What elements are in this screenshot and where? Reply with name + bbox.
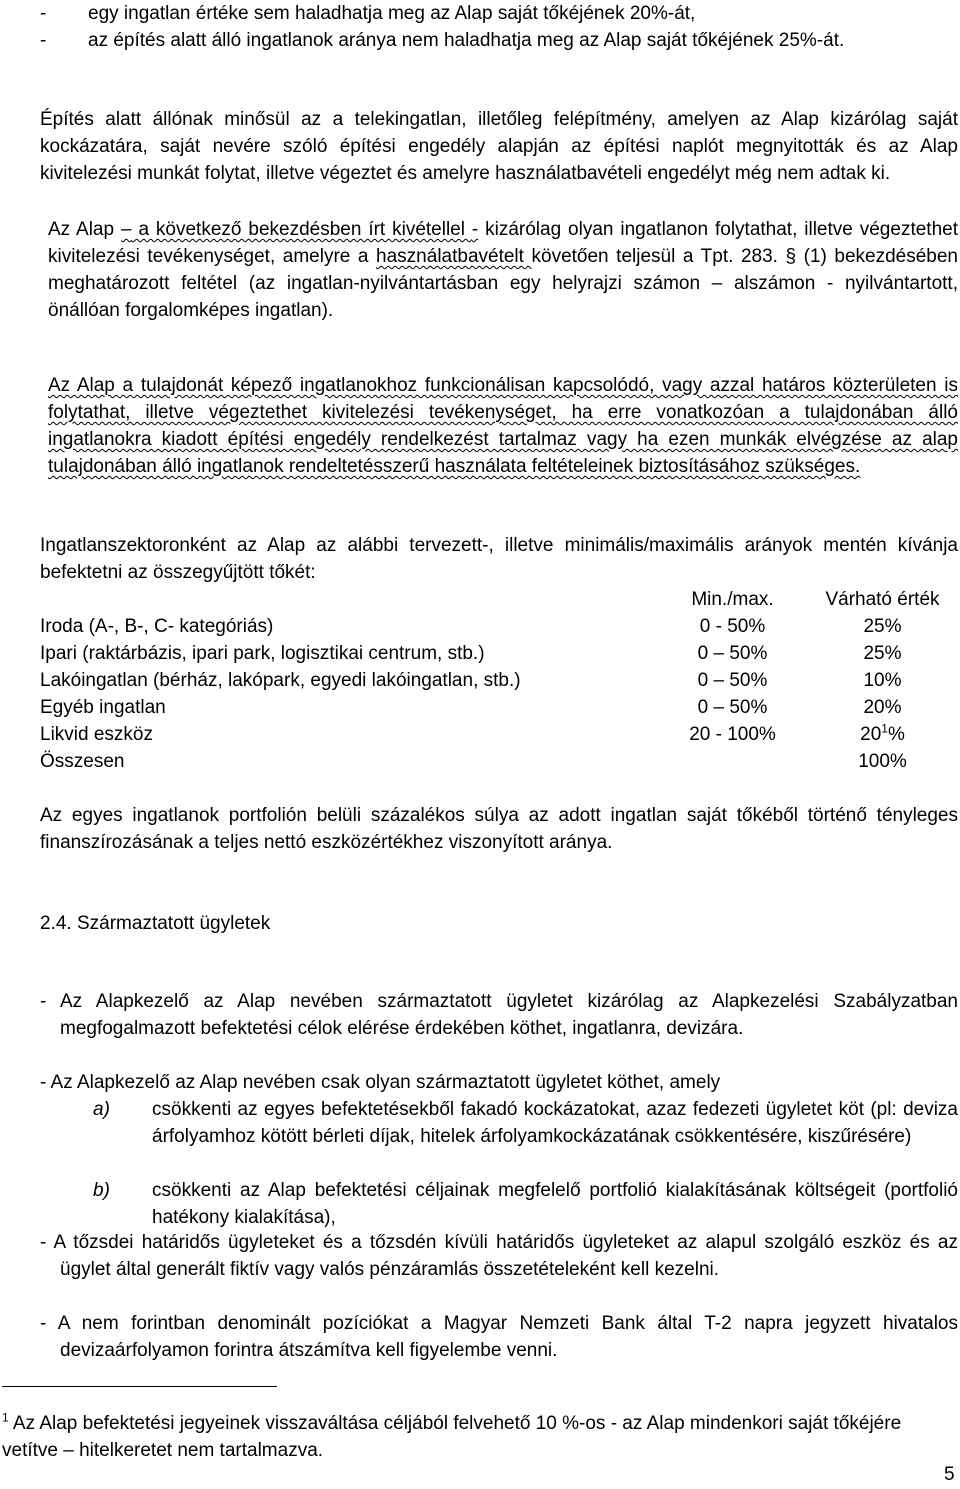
list-bullet: - [40,3,47,24]
section-heading [40,910,270,937]
row-label: Összesen [40,751,125,772]
derivatives-item: - A tőzsdei határidős ügyleteket és a tőzsdén kívüli határidős ügyleteket az alapul szolgáló eszköz és az ügylet által generált fiktív vagy valós pénzáramlás összetételeként kell kezelni. [40,1232,958,1280]
row-minmax: 0 – 50% [697,643,768,664]
row-label: Lakóingatlan (bérház, lakópark, egyedi lakóingatlan, stb.) [40,670,521,691]
row-label: Iroda (A-, B-, C- kategóriás) [40,616,274,637]
derivatives-item: - A nem forintban denominált pozíciókat a Magyar Nemzeti Bank által T-2 napra jegyzett hivatalos devizaárfolyamon forintra átszámítva kell figyelembe venni. [40,1313,958,1361]
page-number: 5 [944,1464,955,1485]
row-minmax: 0 – 50% [697,697,768,718]
paragraph-construction: Építés alatt állónak minősül az a telekingatlan, illetőleg felépítmény, amelyen az Alap kizárólag saját kockázatára, saját nevére szóló építési engedély alapján az építési naplót megnyitották és az Alap kivitelezési munkát folytat, illetve végeztet és amelyre használatbavételi engedélyt még nem adtak ki. [40,109,958,184]
table-row-total [40,748,960,775]
row-minmax: 20 - 100% [689,724,776,745]
sub-item-letter: b) [93,1180,110,1201]
paragraph-public-area: Az Alap a tulajdonát képező ingatlanokhoz funkcionálisan kapcsolódó, vagy azzal határos közterületen is folytathat, illetve végeztethet kivitelezési tevékenységet, ha erre vonatkozóan a tulajdonában álló ingatlanokra kiadott építési engedély rendelkezést tartalmaz vagy ha ezen munkák elvégzése az alap tulajdonában álló ingatlanok rendeltetésszerű használata feltételeinek biztosításához szükséges. [48,375,958,477]
para-dash: – [120,219,132,240]
footnote-separator [2,1386,277,1387]
sub-item-letter: a) [93,1099,110,1120]
table-header-row [40,586,960,613]
row-label: Egyéb ingatlan [40,697,166,718]
row-label: Ipari (raktárbázis, ipari park, logisztikai centrum, stb.) [40,643,485,664]
table-row [40,721,960,748]
row-expected [805,721,960,748]
table-row [40,640,960,667]
table-header-label [40,586,660,613]
para-hyphen: - [471,219,479,240]
row-expected: 100% [858,751,907,772]
derivatives-item: - Az Alapkezelő az Alap nevében származtatott ügyletet kizárólag az Alapkezelési Szabályzatban megfogalmazott befektetési célok elérése érdekében köthet, ingatlanra, devizára. [40,991,958,1039]
row-expected-suffix: % [887,724,905,745]
row-expected: 10% [863,670,902,691]
sub-item-text: csökkenti az egyes befektetésekből fakadó kockázatokat, azaz fedezeti ügyletet köt (pl: deviza árfolyamhoz kötött bérleti díjak, hitelek árfolyamkockázatának csökkentésére, kiszűrésére) [152,1099,958,1147]
footnote-mark: 1 [2,1410,9,1425]
table-row [40,667,960,694]
table-header-minmax: Min./max. [691,589,774,610]
list-bullet: - [40,30,47,51]
row-minmax [660,748,805,775]
table-header-expected: Várható érték [825,589,940,610]
derivatives-item: - Az Alapkezelő az Alap nevében csak olyan származtatott ügyletet köthet, amely [40,1072,721,1093]
row-expected: 25% [863,616,902,637]
row-label: Likvid eszköz [40,724,153,745]
section-number: 2.4. [40,913,72,934]
paragraph-sector-intro: Ingatlanszektoronként az Alap az alábbi tervezett-, illetve minimális/maximális arányok mentén kívánja befektetni az összegyűjtött tőkét: [40,535,958,583]
row-expected: 25% [863,643,902,664]
para-underlined-1: a következő bekezdésben írt kivétellel [131,219,472,240]
row-minmax: 0 – 50% [697,670,768,691]
row-minmax: 0 - 50% [699,616,766,637]
para-mid: kizárólag olyan ingatlanon folytathat, illetve végeztethet kivitelezési tevékenységet, amelyre a [48,219,958,267]
list-item-text: egy ingatlan értéke sem haladhatja meg az Alap saját tőkéjének 20%-át, [88,3,696,24]
table-row [40,694,960,721]
footnote-text: Az Alap befektetési jegyeinek visszaváltása céljából felvehető 10 %-os - az Alap mindenkori saját tőkéjére vetítve – hitelkeretet nem tartalmazva. [2,1413,902,1461]
paragraph-alap-exception [48,216,958,324]
para-end: követően teljesül a Tpt. 283. § (1) bekezdésében meghatározott feltétel (az ingatlan-nyilvántartásban egy helyrajzi számon – alszámon - nyilvántartott, önállóan forgalomképes ingatlan). [48,246,958,321]
row-expected-value: 20 [860,724,882,745]
footnote [2,1410,902,1464]
paragraph-weight: Az egyes ingatlanok portfolión belüli százalékos súlya az adott ingatlan saját tőkéből történő tényleges finanszírozásának a teljes nettó eszközértékhez viszonyított aránya. [40,805,958,853]
table-row [40,613,960,640]
sub-item-text: csökkenti az Alap befektetési céljainak megfelelő portfolió kialakításának költségeit (portfolió hatékony kialakítása), [152,1180,958,1228]
footnote-ref: 1 [881,721,888,736]
row-expected: 20% [863,697,902,718]
para-underlined-2: használatbavételt [376,246,532,267]
allocation-table [40,586,960,775]
list-item-text: az építés alatt álló ingatlanok aránya nem haladhatja meg az Alap saját tőkéjének 25%-át. [88,30,845,51]
para-start: Az Alap [48,219,121,240]
section-title: Származtatott ügyletek [76,913,271,934]
